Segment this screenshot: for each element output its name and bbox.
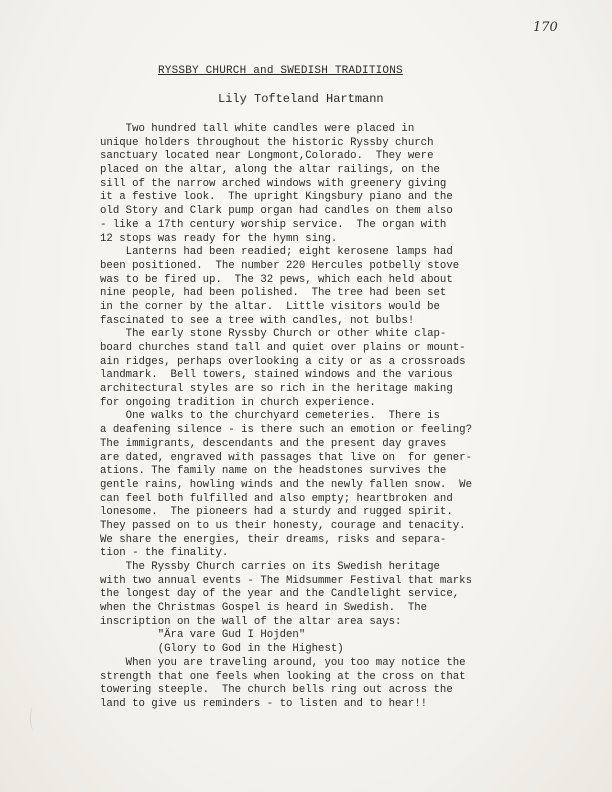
margin-mark — [30, 706, 37, 730]
document-title: RYSSBY CHURCH and SWEDISH TRADITIONS — [158, 65, 403, 77]
text-line: old Story and Clark pump organ had candles on them also — [100, 205, 453, 218]
text-line: (Glory to God in the Highest) — [100, 643, 344, 656]
text-line: They passed on to us their honesty, courage and tenacity. — [100, 519, 466, 532]
text-line: for ongoing tradition in church experience. — [100, 396, 376, 409]
text-line: when the Christmas Gospel is heard in Swedish. The — [100, 602, 428, 615]
text-line: When you are traveling around, you too may notice the — [100, 656, 466, 669]
text-line: We share the energies, their dreams, risks and separa- — [100, 533, 447, 546]
text-line: board churches stand tall and quiet over plains or mount- — [100, 342, 466, 354]
text-line: strength that one feels when looking at the cross on that — [100, 670, 466, 683]
text-line: Lanterns had been readied; eight kerosene lamps had — [100, 246, 453, 259]
text-line: placed on the altar, along the altar railings, on the — [100, 164, 440, 177]
text-line: can feel both fulfilled and also empty; heartbroken and — [100, 492, 453, 505]
author-name: Lily Tofteland Hartmann — [218, 92, 384, 106]
text-line: ain ridges, perhaps overlooking a city or as a crossroads — [100, 355, 466, 368]
text-line: unique holders throughout the historic Ryssby church — [100, 136, 434, 149]
text-line: One walks to the churchyard cemeteries. There is — [100, 410, 440, 423]
body-text — [100, 123, 540, 712]
text-line: - like a 17th century worship service. The organ with — [100, 218, 447, 231]
text-line: been positioned. The number 220 Hercules potbelly stove — [100, 259, 460, 272]
text-line: The Ryssby Church carries on its Swedish heritage — [100, 561, 440, 573]
text-line: The early stone Ryssby Church or other white clap- — [100, 328, 447, 341]
text-line: land to give us reminders - to listen and to hear!! — [100, 697, 428, 710]
text-line: are dated, engraved with passages that live on for gener- — [100, 451, 472, 464]
text-line: the longest day of the year and the Candlelight service, — [100, 588, 460, 601]
text-line: lonesome. The pioneers had a sturdy and rugged spirit. — [100, 506, 453, 519]
text-line: Two hundred tall white candles were placed in — [100, 123, 415, 135]
text-line: fascinated to see a tree with candles, not bulbs! — [100, 314, 415, 327]
text-line: The immigrants, descendants and the present day graves — [100, 437, 447, 450]
text-line: "Ära vare Gud I Hojden" — [100, 629, 306, 642]
text-line: architectural styles are so rich in the heritage making — [100, 383, 453, 396]
text-line: was to be fired up. The 32 pews, which each held about — [100, 273, 453, 286]
text-line: towering steeple. The church bells ring out across the — [100, 684, 453, 697]
text-line: in the corner by the altar. Little visitors would be — [100, 300, 440, 313]
text-line: gentle rains, howling winds and the newly fallen snow. We — [100, 478, 472, 491]
text-line: it a festive look. The upright Kingsbury piano and the — [100, 191, 453, 204]
text-line: ations. The family name on the headstones survives the — [100, 465, 447, 478]
text-line: sill of the narrow arched windows with greenery giving — [100, 177, 447, 190]
text-line: nine people, had been polished. The tree had been set — [100, 287, 447, 300]
text-line: tion - the finality. — [100, 547, 229, 560]
page-number: 170 — [533, 20, 558, 35]
text-line: 12 stops was ready for the hymn sing. — [100, 232, 338, 245]
text-line: sanctuary located near Longmont,Colorado. They were — [100, 150, 434, 163]
text-line: a deafening silence - is there such an emotion or feeling? — [100, 424, 472, 437]
text-line: with two annual events - The Midsummer Festival that marks — [100, 574, 472, 587]
text-line: inscription on the wall of the altar area says: — [100, 615, 402, 628]
text-line: landmark. Bell towers, stained windows and the various — [100, 369, 453, 382]
